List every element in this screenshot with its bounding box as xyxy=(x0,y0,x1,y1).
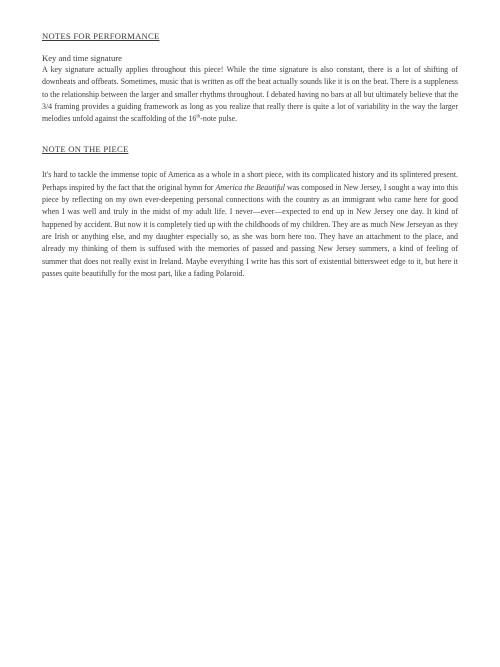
paragraph xyxy=(42,64,458,125)
italic-title: America the Beautiful xyxy=(215,182,285,192)
section-heading: NOTES FOR PERFORMANCE xyxy=(42,31,160,41)
note-on-the-piece-section xyxy=(42,143,458,280)
section-heading: NOTE ON THE PIECE xyxy=(42,144,129,155)
superscript: th xyxy=(196,114,201,120)
subsection-heading: Key and time signature xyxy=(42,53,122,63)
document-page xyxy=(42,30,458,280)
paragraph-text-end: was composed in New Jersey, I sought a way into this piece by reflecting on my own ever-deepening personal connections with the country as an immigrant who came here for good when I was well and truly in the midst of my adult life. I never—ever—expected to end up in New Jersey one day. It kind of happened by accident. But now it is completely tied up with the childhoods of my children. They are as much New Jerseyan as they are Irish or anything else, and my daughter especially so, as she was born here too. They have an attachment to the place, and already my thinking of them is suffused with the memories of passed and passing New Jersey summers, a kind of feeling of summer that does not really exist in Ireland. Maybe everything I write has this sort of existential bittersweet edge to it, but here it passes quite beautifully for the most part, like a fading Polaroid. xyxy=(42,182,458,278)
paragraph-text-end: -note pulse. xyxy=(200,114,238,124)
notes-for-performance-section xyxy=(42,30,458,125)
paragraph-text: A key signature actually applies throughout this piece! While the time signature is also constant, there is a lot of shifting of downbeats and offbeats. Sometimes, music that is written as off the beat actually sounds like it is on the beat. There is a suppleness to the relationship between the larger and smaller rhythms throughout. I debated having no bars at all but ultimately believe that the 3/4 framing provides a guiding framework as long as you realize that really there is quite a lot of variability in the way the larger melodies unfold against the scaffolding of the 16 xyxy=(42,65,458,124)
paragraph-text: It's hard to tackle the immense topic of America as a whole in a short piece, with its complicated history and its splintered present. Perhaps inspired by the fact that the original hymn for xyxy=(42,170,458,192)
paragraph xyxy=(42,169,458,280)
